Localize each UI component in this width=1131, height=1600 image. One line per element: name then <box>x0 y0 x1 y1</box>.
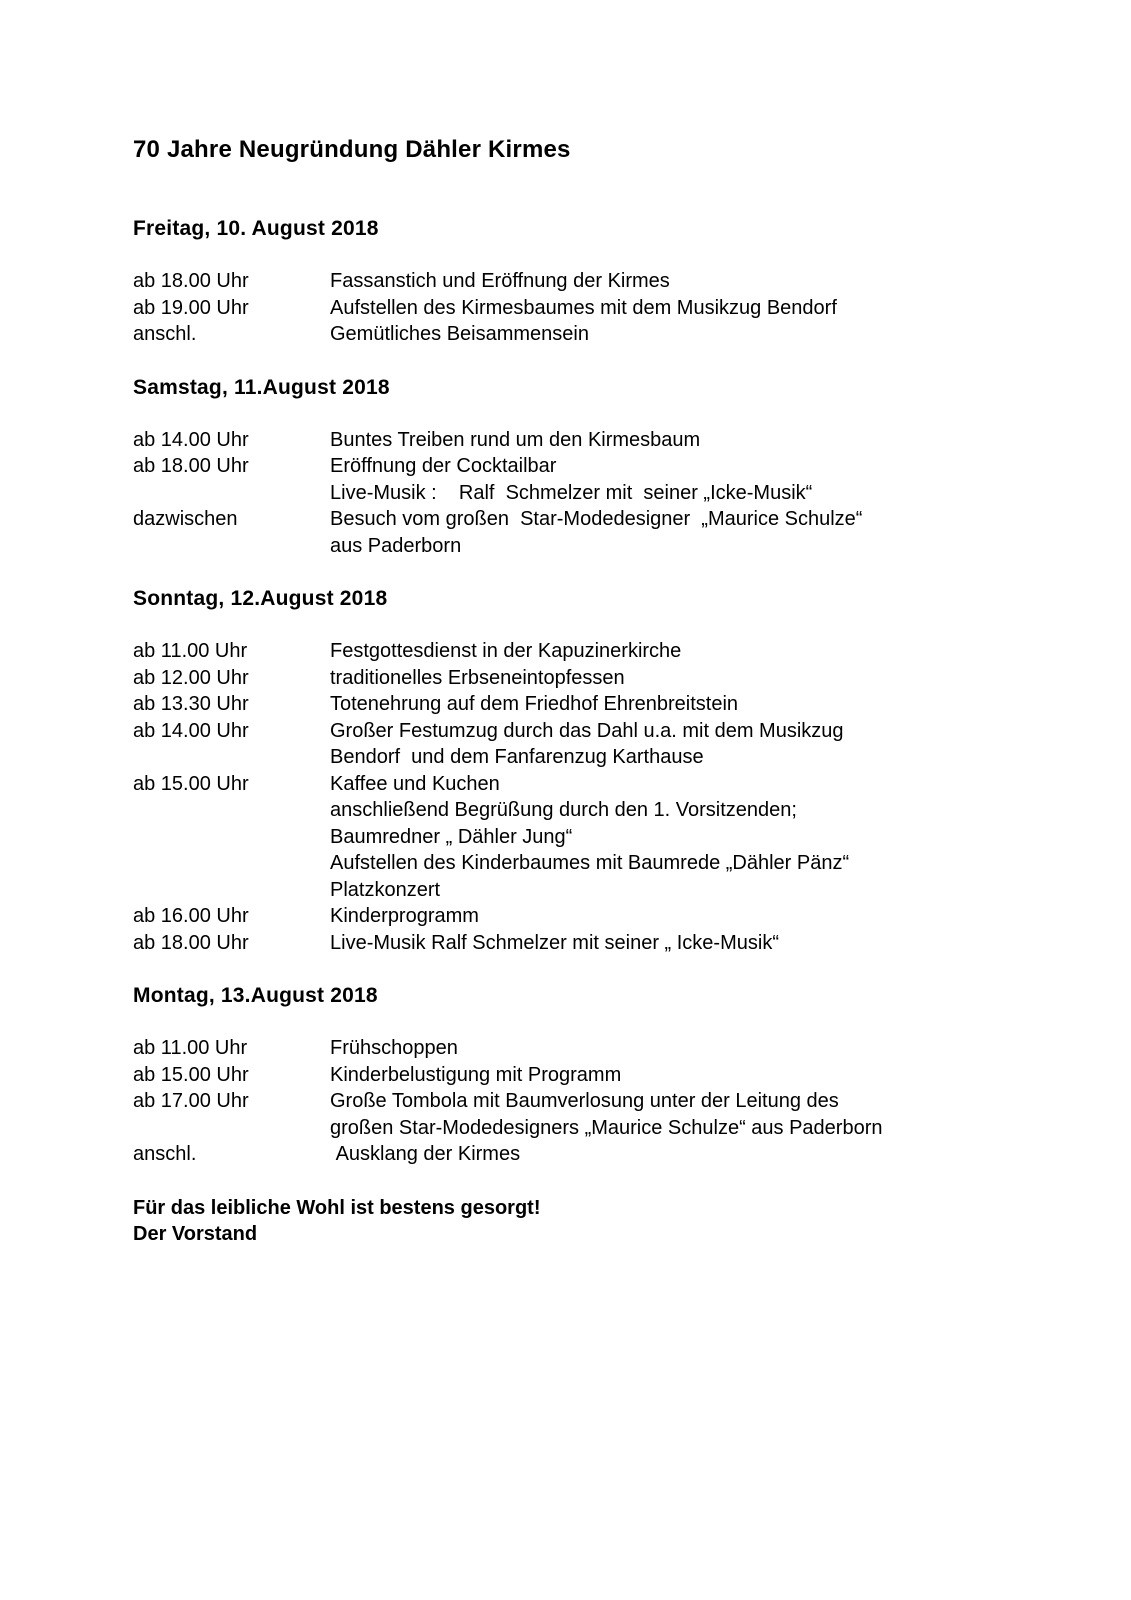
footer-line-2: Der Vorstand <box>133 1223 258 1245</box>
schedule-row <box>133 797 1041 824</box>
section-rows <box>133 1035 1041 1168</box>
row-desc: Buntes Treiben rund um den Kirmesbaum <box>330 428 701 451</box>
row-desc: Frühschoppen <box>330 1037 458 1059</box>
row-time: dazwischen <box>133 508 238 530</box>
footer-line-1: Für das leibliche Wohl ist bestens gesorgt! <box>133 1196 541 1219</box>
row-desc: Live-Musik : Ralf Schmelzer mit seiner „Icke-Musik“ <box>330 481 813 504</box>
schedule-row <box>133 877 1041 904</box>
row-desc: Ausklang der Kirmes <box>330 1143 521 1165</box>
row-time: ab 11.00 Uhr <box>133 640 248 662</box>
schedule-row <box>133 268 1041 295</box>
section-heading: Montag, 13.August 2018 <box>133 984 378 1007</box>
row-desc: Totenehrung auf dem Friedhof Ehrenbreitstein <box>330 693 739 715</box>
row-desc: Kinderbelustigung mit Programm <box>330 1063 622 1086</box>
section-rows <box>133 268 1041 348</box>
row-desc: Bendorf und dem Fanfarenzug Karthause <box>330 746 704 768</box>
document-footer <box>133 1195 1041 1248</box>
row-desc: Aufstellen des Kinderbaumes mit Baumrede „Dähler Pänz“ <box>330 852 850 874</box>
schedule-row <box>133 480 1041 507</box>
schedule-row <box>133 506 1041 533</box>
row-desc: Aufstellen des Kirmesbaumes mit dem Musikzug Bendorf <box>330 296 837 319</box>
schedule-sections <box>133 215 1041 1168</box>
schedule-row <box>133 533 1041 560</box>
page-title: 70 Jahre Neugründung Dähler Kirmes <box>133 136 571 163</box>
row-time: ab 15.00 Uhr <box>133 1063 249 1086</box>
row-time: ab 18.00 Uhr <box>133 270 249 292</box>
row-desc: Besuch vom großen Star-Modedesigner „Maurice Schulze“ <box>330 508 863 530</box>
section-heading: Freitag, 10. August 2018 <box>133 217 379 240</box>
row-time: ab 12.00 Uhr <box>133 666 249 689</box>
schedule-row <box>133 903 1041 930</box>
schedule-row <box>133 1115 1041 1142</box>
schedule-row <box>133 930 1041 957</box>
row-time: ab 15.00 Uhr <box>133 772 249 795</box>
row-desc: aus Paderborn <box>330 534 462 557</box>
row-desc: Große Tombola mit Baumverlosung unter der Leitung des <box>330 1090 839 1112</box>
row-desc: Festgottesdienst in der Kapuzinerkirche <box>330 640 682 662</box>
row-time: ab 11.00 Uhr <box>133 1037 248 1059</box>
row-desc: Gemütliches Beisammensein <box>330 323 589 345</box>
row-desc: anschließend Begrüßung durch den 1. Vorsitzenden; <box>330 799 797 821</box>
row-time: ab 17.00 Uhr <box>133 1090 249 1112</box>
schedule-section <box>133 215 1041 348</box>
schedule-row <box>133 771 1041 798</box>
schedule-row <box>133 1035 1041 1062</box>
schedule-row <box>133 718 1041 745</box>
schedule-row <box>133 691 1041 718</box>
schedule-row <box>133 1088 1041 1115</box>
section-heading: Samstag, 11.August 2018 <box>133 375 390 399</box>
schedule-row <box>133 427 1041 454</box>
schedule-row <box>133 453 1041 480</box>
row-desc: Eröffnung der Cocktailbar <box>330 455 557 477</box>
schedule-row <box>133 824 1041 851</box>
schedule-row <box>133 850 1041 877</box>
row-time: ab 14.00 Uhr <box>133 719 249 742</box>
row-time: ab 18.00 Uhr <box>133 455 249 477</box>
row-time: ab 14.00 Uhr <box>133 428 249 451</box>
row-desc: Baumredner „ Dähler Jung“ <box>330 825 573 848</box>
schedule-row <box>133 665 1041 692</box>
schedule-row <box>133 638 1041 665</box>
schedule-row <box>133 295 1041 322</box>
row-desc: Fassanstich und Eröffnung der Kirmes <box>330 270 670 292</box>
schedule-row <box>133 321 1041 348</box>
section-rows <box>133 638 1041 956</box>
row-time: ab 19.00 Uhr <box>133 296 249 319</box>
row-desc: Kinderprogramm <box>330 905 479 927</box>
row-time: anschl. <box>133 1143 197 1165</box>
row-desc: Live-Musik Ralf Schmelzer mit seiner „ Icke-Musik“ <box>330 931 779 954</box>
schedule-section <box>133 585 1041 956</box>
row-desc: traditionelles Erbseneintopfessen <box>330 666 625 689</box>
row-time: ab 16.00 Uhr <box>133 905 249 927</box>
section-rows <box>133 427 1041 560</box>
row-desc: großen Star-Modedesigners „Maurice Schulze“ aus Paderborn <box>330 1116 883 1139</box>
schedule-row <box>133 744 1041 771</box>
row-time: anschl. <box>133 323 197 345</box>
row-time: ab 18.00 Uhr <box>133 931 249 954</box>
section-heading: Sonntag, 12.August 2018 <box>133 587 388 610</box>
row-desc: Großer Festumzug durch das Dahl u.a. mit dem Musikzug <box>330 719 844 742</box>
schedule-section <box>133 982 1041 1168</box>
schedule-row <box>133 1062 1041 1089</box>
row-desc: Platzkonzert <box>330 878 441 901</box>
row-desc: Kaffee und Kuchen <box>330 772 500 795</box>
schedule-section <box>133 374 1041 560</box>
schedule-row <box>133 1141 1041 1168</box>
row-time: ab 13.30 Uhr <box>133 693 249 715</box>
